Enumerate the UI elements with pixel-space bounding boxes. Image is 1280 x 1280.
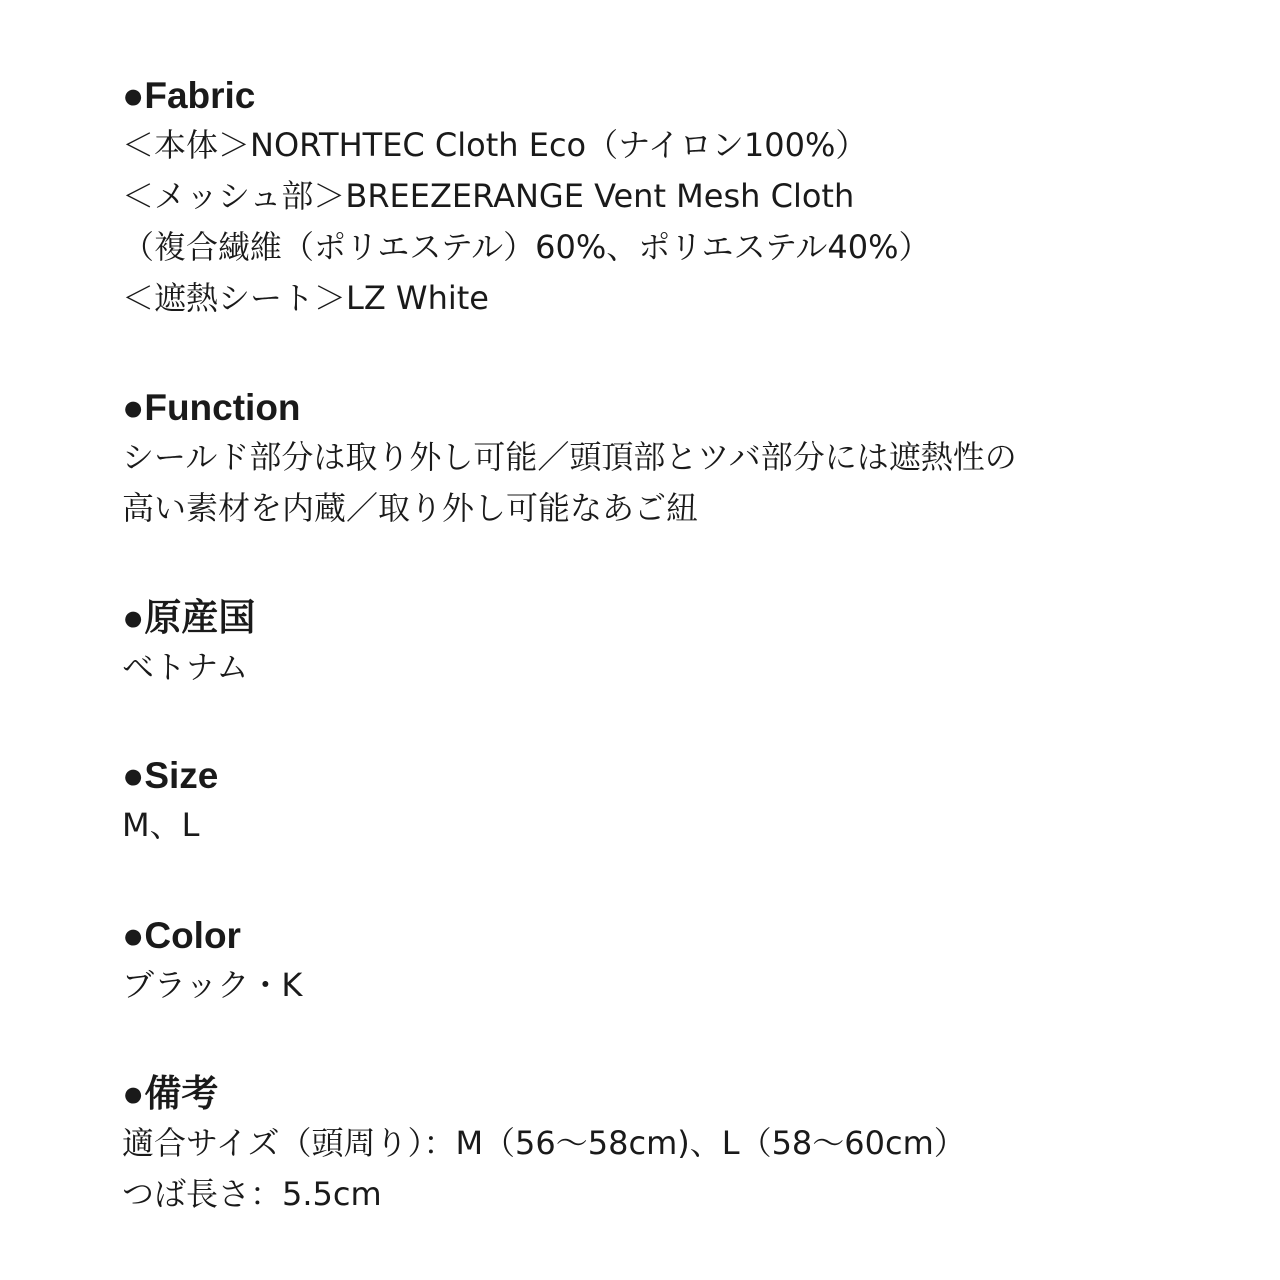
fabric-line-body: ＜本体＞NORTHTEC Cloth Eco（ナイロン100%） xyxy=(122,126,868,164)
origin-heading: ●原産国 xyxy=(122,597,256,638)
function-heading: ●Function xyxy=(122,387,301,428)
size-section xyxy=(122,752,218,851)
color-value: ブラック・K xyxy=(122,966,303,1004)
origin-section xyxy=(122,594,255,693)
notes-fit-size: 適合サイズ（頭周り）：M（56〜58cm)、L（58〜60cm） xyxy=(122,1124,966,1162)
notes-brim-length: つば長さ：5.5cm xyxy=(122,1175,382,1213)
notes-section xyxy=(122,1070,966,1220)
fabric-section xyxy=(122,72,931,324)
function-line-2: 高い素材を内蔵／取り外し可能なあご紐 xyxy=(122,489,699,527)
function-section xyxy=(122,384,1017,534)
function-line-1: シールド部分は取り外し可能／頭頂部とツバ部分には遮熱性の xyxy=(122,438,1017,476)
color-section xyxy=(122,912,302,1011)
size-heading: ●Size xyxy=(122,755,219,796)
fabric-line-mesh-composition: （複合繊維（ポリエステル）60%、ポリエステル40%） xyxy=(122,228,931,266)
origin-value: ベトナム xyxy=(122,648,249,686)
fabric-line-mesh: ＜メッシュ部＞BREEZERANGE Vent Mesh Cloth xyxy=(122,177,855,215)
size-value: M、L xyxy=(122,806,200,844)
color-heading: ●Color xyxy=(122,915,241,956)
fabric-line-heat-sheet: ＜遮熱シート＞LZ White xyxy=(122,279,489,317)
notes-heading: ●備考 xyxy=(122,1073,219,1114)
fabric-heading: ●Fabric xyxy=(122,75,256,116)
